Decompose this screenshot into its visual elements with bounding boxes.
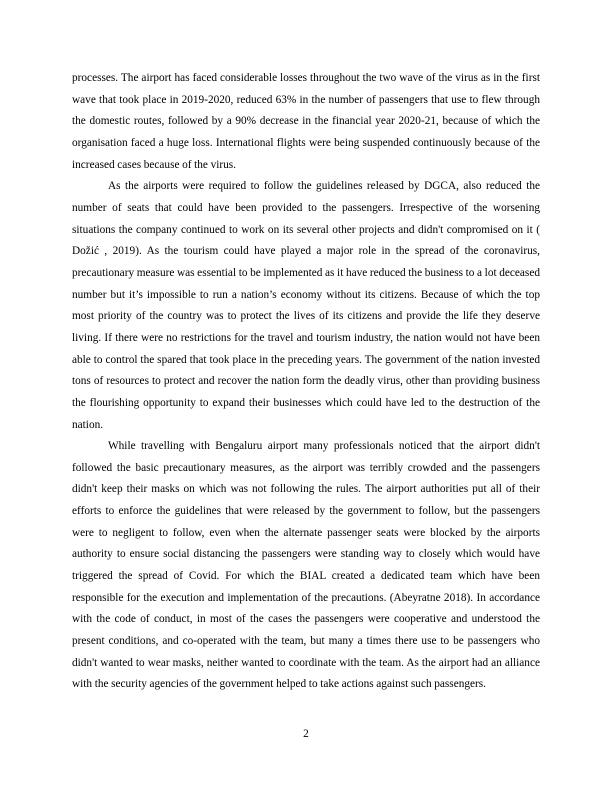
- paragraph-continued: processes. The airport has faced considerable losses throughout the two wave of the virus as in the first wave that took place in 2019-2020, reduced 63% in the number of passengers that use to flew through the domestic routes, followed by a 90% decrease in the financial year 2020-21, because of which the organisation faced a huge loss. International flights were being suspended continuously because of the increased cases because of the virus.: [72, 72, 540, 171]
- body-text: [72, 68, 540, 696]
- paragraph-bengaluru-airport: While travelling with Bengaluru airport many professionals noticed that the airport didn't followed the basic precautionary measures, as the airport was terribly crowded and the passengers didn't keep their masks on which was not following the rules. The airport authorities put all of their efforts to enforce the guidelines that were released by the government to follow, but the passengers were to negligent to follow, even when the alternate passenger seats were blocked by the airports authority to ensure social distancing the passengers were standing way to closely which would have triggered the spread of Covid. For which the BIAL created a dedicated team which have been responsible for the execution and implementation of the precautions. (Abeyratne 2018). In accordance with the code of conduct, in most of the cases the passengers were cooperative and understood the present conditions, and co-operated with the team, but many a times there use to be passengers who didn't wanted to wear masks, neither wanted to coordinate with the team. As the airport had an alliance with the security agencies of the government helped to take actions against such passengers.: [72, 440, 540, 691]
- paragraph-dgca-guidelines: As the airports were required to follow the guidelines released by DGCA, also reduced the number of seats that could have been provided to the passengers. Irrespective of the worsening situations the company continued to work on its several other projects and didn't compromised on it ( Dožić , 2019). As the tourism could have played a major role in the spread of the coronavirus, precautionary measure was essential to be implemented as it have reduced the business to a lot deceased number but it’s impossible to run a nation’s economy without its citizens. Because of which the top most priority of the country was to protect the lives of its citizens and provide the life they deserve living. If there were no restrictions for the travel and tourism industry, the nation would not have been able to control the spared that took place in the preceding years. The government of the nation invested tons of resources to protect and recover the nation form the deadly virus, other than providing business the flourishing opportunity to expand their businesses which could have led to the destruction of the nation.: [72, 180, 540, 431]
- page-number: 2: [303, 728, 309, 740]
